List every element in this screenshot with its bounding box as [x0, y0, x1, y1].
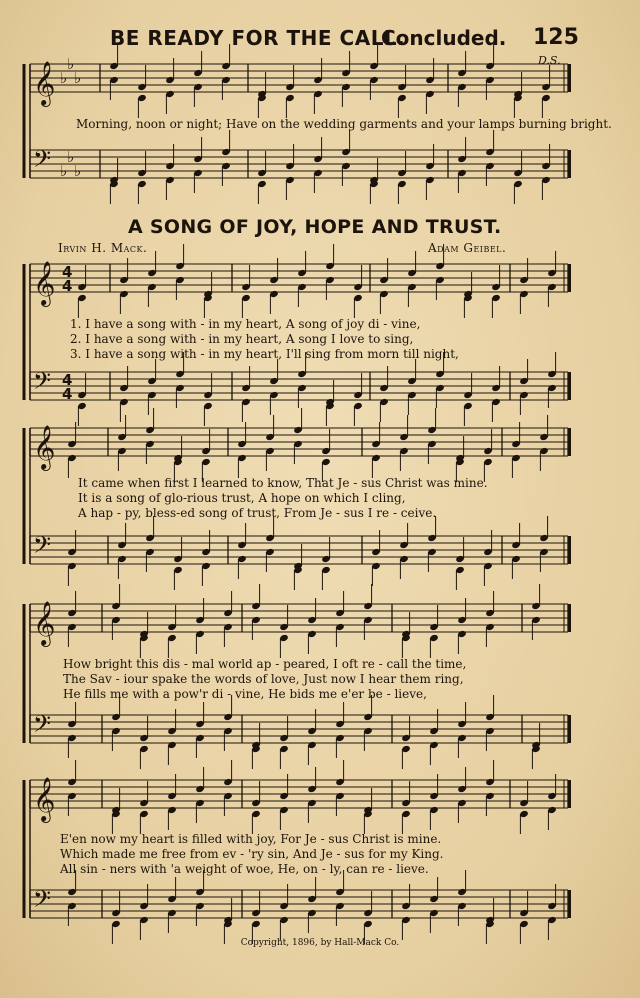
svg-text:♭: ♭ [67, 148, 75, 166]
svg-text:♭: ♭ [60, 162, 68, 180]
hymnal-page: BE READY FOR THE CALL. Concluded. 125 D.S. 𝄞 ♭ ♭ ♭ 𝄢 ♭ ♭ ♭ 𝄞 4 4 𝄢 4 4 𝄞 𝄢 𝄞 𝄢 𝄞 𝄢 Morning, noon or night; Have on the wedding garments and your lamps burning bright. A SONG OF JOY, HOPE AND TRUST. Irvin H. Mack. Adam Geibel. 1. I have a song with - in my heart, A song of joy di - vine, 2. I have a song with - in my heart, A song I love to sing, 3. I have a song with - in my heart, I'll sing from morn till night, It came when first I learned to know, That Je - sus Christ was mine. It is a song of glo-rious trust, A hope on which I cling, A hap - py, bless-ed song of trust, From Je - sus I re - ceive. How bright this dis - mal world ap - peared, I oft re - call the time, The Sav - iour spake the words of love, Just now I hear them ring, He fills me with a pow'r di - vine, He bids me e'er be - lieve, E'en now my heart is filled with joy, For Je - sus Christ is mine. Which made me free from ev - 'ry sin, And Je - sus for my King. All sin - ners with 'a weight of woe, He, on - ly, can re - lieve. Copyright, 1896, by Hall-Mack Co. [0, 0, 640, 998]
copyright-notice: Copyright, 1896, by Hall-Mack Co. [240, 938, 400, 948]
svg-text:4: 4 [62, 263, 73, 281]
svg-text:4: 4 [62, 277, 73, 295]
hymn-title: A SONG OF JOY, HOPE AND TRUST. [128, 216, 502, 238]
concluded-label: Concluded. [381, 26, 507, 50]
ds-marking: D.S. [538, 54, 561, 67]
composer-credit: Adam Geibel. [428, 241, 507, 255]
svg-text:♭: ♭ [74, 162, 82, 180]
svg-text:𝄢: 𝄢 [33, 145, 52, 178]
previous-hymn-title: BE READY FOR THE CALL. [110, 26, 406, 50]
svg-text:♭: ♭ [60, 69, 68, 87]
svg-text:𝄞: 𝄞 [33, 425, 56, 469]
svg-text:4: 4 [62, 371, 73, 389]
svg-text:♭: ♭ [74, 69, 82, 87]
svg-text:𝄞: 𝄞 [33, 777, 56, 821]
svg-text:𝄢: 𝄢 [33, 710, 52, 743]
svg-text:𝄞: 𝄞 [33, 61, 56, 105]
svg-text:𝄞: 𝄞 [33, 261, 56, 305]
page-number: 125 [533, 25, 579, 50]
svg-text:♭: ♭ [67, 55, 75, 73]
lyricist-credit: Irvin H. Mack. [58, 241, 148, 255]
svg-text:4: 4 [62, 385, 73, 403]
svg-text:𝄢: 𝄢 [33, 531, 52, 564]
svg-text:𝄞: 𝄞 [33, 601, 56, 645]
svg-text:𝄢: 𝄢 [33, 885, 52, 918]
svg-text:𝄢: 𝄢 [33, 367, 52, 400]
